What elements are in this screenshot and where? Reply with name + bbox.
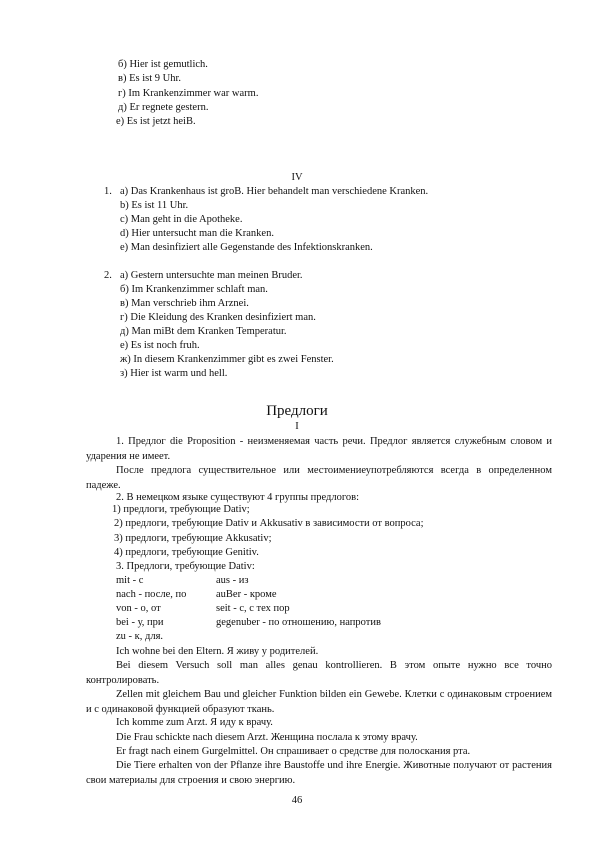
- list-item: д) Man miBt dem Kranken Temperatur.: [120, 326, 287, 337]
- paragraph: 1. Предлог die Proposition - неизменяемая часть речи. Предлог является служебным словом и ударения не имеет.: [86, 436, 552, 462]
- exercise-number: 2.: [104, 270, 112, 281]
- preposition-left: mit - с: [116, 575, 144, 586]
- list-item: з) Hier ist warm und hell.: [120, 368, 228, 379]
- list-item: 1) предлоги, требующие Dativ;: [112, 504, 250, 515]
- list-item: b) Es ist 11 Uhr.: [120, 200, 189, 211]
- example: Er fragt nach einem Gurgelmittel. Он спрашивает о средстве для полоскания рта.: [116, 746, 471, 757]
- list-item: ж) In diesem Krankenzimmer gibt es zwei Fenster.: [120, 354, 334, 365]
- preposition-right: aus - из: [216, 575, 249, 586]
- list-item: е) Es ist jetzt heiB.: [116, 116, 196, 127]
- example: Bei diesem Versuch soll man alles genau kontrollieren. В этом опыте нужно все точно контролировать.: [86, 660, 552, 686]
- preposition-left: zu - к, для.: [116, 631, 164, 642]
- section-numeral: IV: [291, 172, 303, 183]
- paragraph: После предлога существительное или местоимениеупотребляются всегда в определенном падеже.: [86, 465, 552, 491]
- paragraph: 3. Предлоги, требующие Dativ:: [116, 561, 255, 572]
- list-item: г) Die Kleidung des Kranken desinfiziert man.: [120, 312, 316, 323]
- page-number: 46: [291, 795, 303, 806]
- list-item: г) Im Krankenzimmer war warm.: [118, 88, 259, 99]
- list-item: а) Gestern untersuchte man meinen Bruder.: [120, 270, 303, 281]
- list-item: д) Er regnete gestern.: [118, 102, 209, 113]
- list-item: б) Im Krankenzimmer schlaft man.: [120, 284, 268, 295]
- preposition-left: von - о, от: [116, 603, 161, 614]
- preposition-right: seit - с, с тех пор: [216, 603, 290, 614]
- section-title: Предлоги: [266, 403, 328, 419]
- list-item: 4) предлоги, требующие Genitiv.: [114, 547, 259, 558]
- example: Die Frau schickte nach diesem Arzt. Женщина послала к этому врачу.: [116, 732, 418, 743]
- preposition-left: nach - после, по: [116, 589, 187, 600]
- list-item: е) Es ist noch fruh.: [120, 340, 200, 351]
- list-item: в) Es ist 9 Uhr.: [118, 73, 181, 84]
- preposition-right: gegenuber - по отношению, напротив: [216, 617, 381, 628]
- example: Ich wohne bei den Eltern. Я живу у родителей.: [116, 646, 319, 657]
- exercise-number: 1.: [104, 186, 112, 197]
- list-item: а) Das Krankenhaus ist groB. Hier behandelt man verschiedene Kranken.: [120, 186, 429, 197]
- list-item: c) Man geht in die Apotheke.: [120, 214, 243, 225]
- list-item: в) Man verschrieb ihm Arznei.: [120, 298, 249, 309]
- section-numeral: I: [295, 421, 299, 432]
- example: Zellen mit gleichem Bau und gleicher Funktion bilden ein Gewebe. Клетки с одинаковым строением и с одинаковой функцией образуют ткань.: [86, 689, 552, 715]
- list-item: e) Man desinfiziert alle Gegenstande des Infektionskranken.: [120, 242, 373, 253]
- list-item: d) Hier untersucht man die Kranken.: [120, 228, 274, 239]
- list-item: 2) предлоги, требующие Dativ и Akkusativ в зависимости от вопроса;: [114, 518, 424, 529]
- paragraph: 2. В немецком языке существуют 4 группы предлогов:: [116, 492, 360, 503]
- list-item: б) Hier ist gemutlich.: [118, 59, 208, 70]
- preposition-right: auBer - кроме: [216, 589, 277, 600]
- preposition-left: bei - у, при: [116, 617, 164, 628]
- list-item: 3) предлоги, требующие Akkusativ;: [114, 533, 272, 544]
- example: Ich komme zum Arzt. Я иду к врачу.: [116, 717, 273, 728]
- example: Die Tiere erhalten von der Pflanze ihre Baustoffe und ihre Energie. Животные получают от растения свои материалы для строения и свою энергию.: [86, 760, 552, 786]
